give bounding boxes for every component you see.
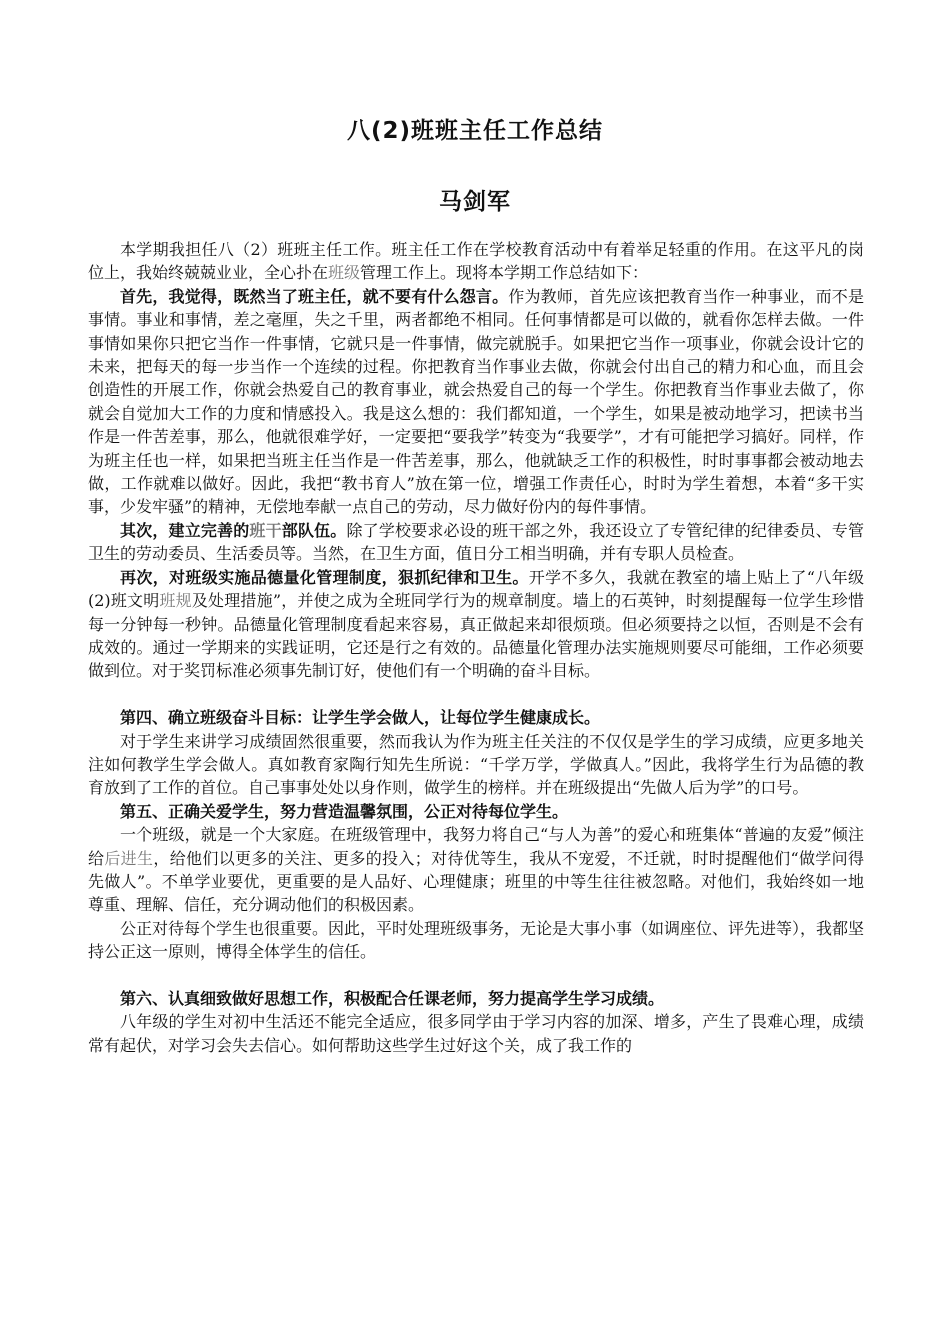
body-paragraph <box>88 285 864 519</box>
text-run: 开学不多久，我就在教室的墙上贴上了“八年级(2)班文明 <box>88 567 864 611</box>
bold-text: 第四、确立班级奋斗目标：让学生学会做人，让每位学生健康成长。 <box>120 708 601 728</box>
body-paragraph <box>88 519 864 566</box>
body-paragraph <box>88 706 864 729</box>
body-paragraph <box>88 800 864 823</box>
text-run: 除了学校要求必设的班干部之外，我还设立了专管纪律的纪律委员、专管卫生的劳动委员、生活委员等。当然，在卫生方面，值日分工相当明确，并有专职人员检查。 <box>88 520 864 564</box>
text-run: ，给他们以更多的关注、更多的投入；对待优等生，我从不宠爱，不迁就，时时提醒他们“做学问得先做人”。不单学业要优，更重要的是人品好、心理健康；班里的中等生往往被忽略。对他们，我始终如一地尊重、理解、信任，充分调动他们的积极因素。 <box>88 848 864 915</box>
highlighted-text: 班级 <box>328 263 361 283</box>
bold-text: 第五、正确关爱学生，努力营造温馨氛围，公正对待每位学生。 <box>120 801 569 821</box>
body-paragraph <box>88 566 864 683</box>
bold-text: 部队伍。 <box>281 520 347 540</box>
bold-text: 其次，建立完善的 <box>120 520 250 540</box>
document-title: 八(2)班班主任工作总结 <box>346 118 604 144</box>
bold-text: 再次，对班级实施品德量化管理制度，狠抓纪律和卫生。 <box>120 567 529 587</box>
body-paragraph <box>88 1010 864 1057</box>
text-run: 管理工作上。现将本学期工作总结如下： <box>360 263 649 283</box>
bold-text: 第六、认真细致做好思想工作，积极配合任课老师，努力提高学生学习成绩。 <box>120 988 665 1008</box>
text-run: 公正对待每个学生也很重要。因此，平时处理班级事务，无论是大事小事（如调座位、评先进等），我都坚持公正这一原则，博得全体学生的信任。 <box>88 918 865 962</box>
text-run: 本学期我担任八（2）班班主任工作。班主任工作在学校教育活动中有着举足轻重的作用。在这平凡的岗位上，我始终兢兢业业，全心扑在 <box>88 240 864 283</box>
text-run: 作为教师，首先应该把教育当作一种事业，而不是事情。事业和事情，差之毫厘，失之千里，两者都绝不相同。任何事情都是可以做的，就看你怎样去做。一件事情如果你只把它当作一件事情，它就只是一件事情，做完就脱手。如果把它当作一项事业，你就会设计它的未来，把每天的每一步当作一个连续的过程。你把教育当作事业去做，你就会付出自己的精力和心血，而且会创造性的开展工作，你就会热爱自己的教育事业，就会热爱自己的每一个学生。你把教育当作事业去做了，你就会自觉加大工作的力度和情感投入。我是这么想的：我们都知道，一个学生，如果是被动地学习，把读书当作是一件苦差事，那么，他就很难学好，一定要把“要我学”转变为“我要学”，才有可能把学习搞好。同样，作为班主任也一样，如果把当班主任当作是一件苦差事，那么，他就缺乏工作的积极性，时时事事都会被动地去做，工作就难以做好。因此，我把“教书育人”放在第一位，增强工作责任心，时时为学生着想，本着“多干实事，少发牢骚”的精神，无偿地奉献一点自己的劳动，尽力做好份内的每件事情。 <box>88 286 864 517</box>
body-paragraph <box>88 238 864 285</box>
body-paragraph <box>88 730 864 800</box>
text-run: 八年级的学生对初中生活还不能完全适应，很多同学由于学习内容的加深、增多，产生了畏难心理，成绩常有起伏，对学习会失去信心。如何帮助这些学生过好这个关，成了我工作的 <box>88 1012 864 1055</box>
bold-text: 班干 <box>249 520 282 540</box>
bold-text: 首先，我觉得，既然当了班主任，就不要有什么怨言。 <box>120 286 509 306</box>
highlighted-text: 后进生 <box>104 848 154 868</box>
text-run: 对于学生来讲学习成绩固然很重要，然而我认为作为班主任关注的不仅仅是学生的学习成绩，应更多地关注如何教学生学会做人。真如教育家陶行知先生所说：“千学万学，学做真人。”因此，我将学生行为品德的教育放到了工作的首位。自己事事处处以身作则，做学生的榜样。并在班级提出“先做人后为学”的口号。 <box>88 731 864 798</box>
document-author: 马剑军 <box>439 189 511 215</box>
highlighted-text: 班规 <box>159 591 192 611</box>
body-paragraph <box>88 823 864 917</box>
text-run: 一个班级，就是一个大家庭。在班级管理中，我努力将自己“与人为善”的爱心和班集体“普遍的友爱”倾注给 <box>88 825 864 868</box>
text-run: 及处理措施”，并使之成为全班同学行为的规章制度。墙上的石英钟，时刻提醒每一位学生珍惜每一分钟每一秒钟。品德量化管理制度看起来容易，真正做起来却很烦琐。但必须要持之以恒，否则是不会有成效的。通过一学期来的实践证明，它还是行之有效的。品德量化管理办法实施规则要尽可能细，工作必须要做到位。对于奖罚标准必须事先制订好，使他们有一个明确的奋斗目标。 <box>88 591 864 681</box>
document-body <box>88 238 864 1057</box>
body-paragraph <box>88 987 864 1010</box>
body-paragraph <box>88 917 864 964</box>
